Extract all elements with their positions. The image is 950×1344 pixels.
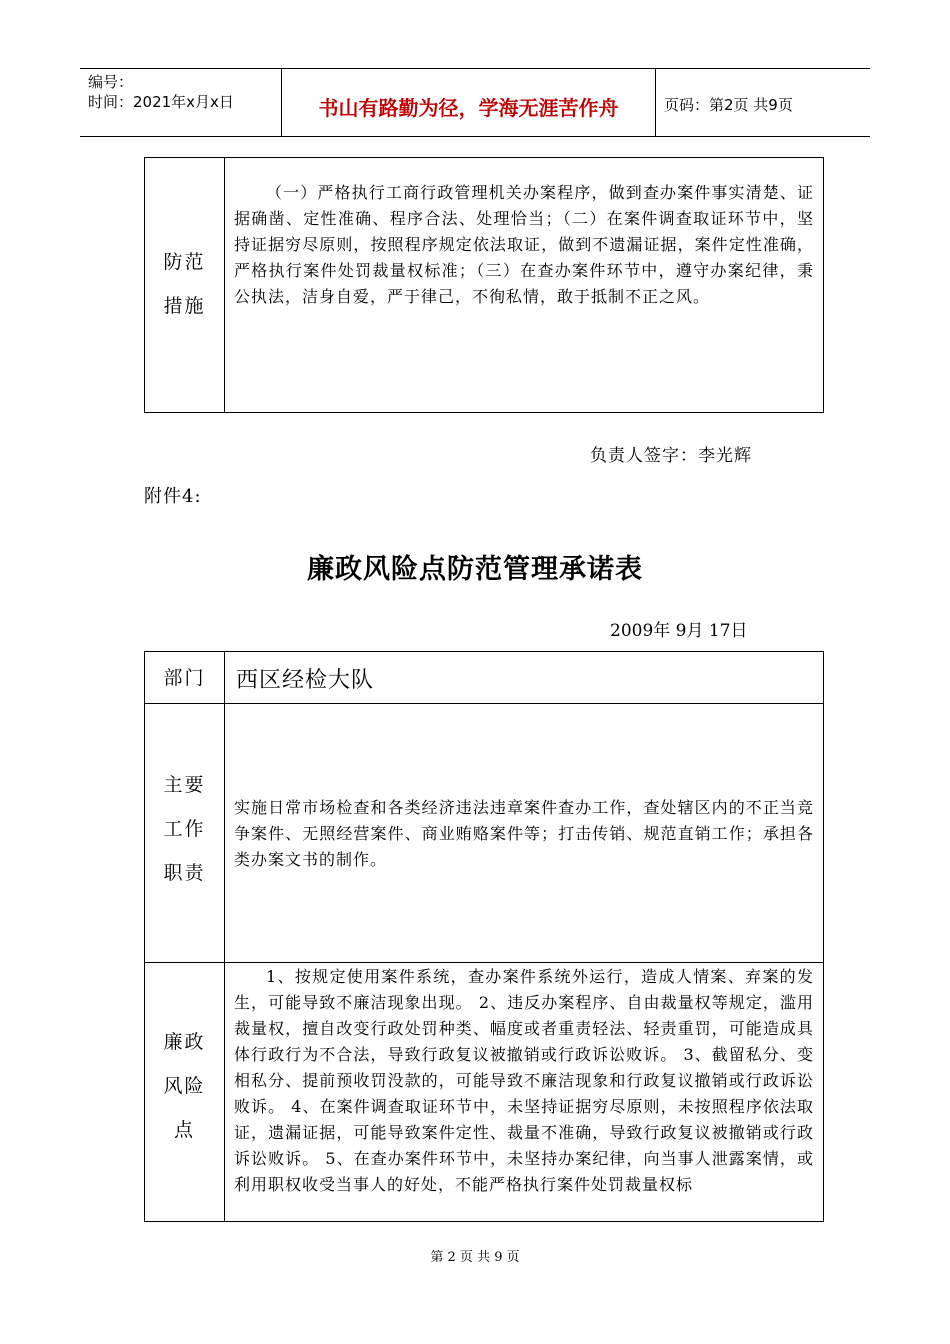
measures-label-line2: 措施 — [163, 295, 206, 317]
header-time: 时间：2021年x月x日 — [88, 93, 234, 111]
row-separator-2 — [144, 962, 824, 963]
page-footer: 第 2 页 共 9 页 — [430, 1250, 520, 1265]
header-page-number: 页码：第2页 共9页 — [664, 96, 793, 114]
table-bottom-line — [144, 1221, 824, 1222]
risk-label-line2: 风险 — [163, 1075, 206, 1097]
document-title: 廉政风险点防范管理承诺表 — [307, 554, 643, 585]
risk-content: 1、按规定使用案件系统，查办案件系统外运行，造成人情案、弃案的发生，可能导致不廉洁现象出现。 2、违反办案程序、自由裁量权等规定，滥用裁量权，擅自改变行政处罚种类、幅度或者重责轻法、轻责重罚，可能造成具体行政行为不合法，导致行政复议被撤销或行政诉讼败诉。 3、截留私分、变相私分、提前预收罚没款的，可能导致不廉洁现象和行政复议撤销或行政诉讼败诉。 4、在案件调查取证环节中，未坚持证据穷尽原则，未按照程序依法取证，遗漏证据，可能导致案件定性、裁量不准确，导致行政复议被撤销或行政诉讼败诉。 5、在查办案件环节中，未坚持办案纪律，向当事人泄露案情，或利用职权收受当事人的好处，不能严格执行案件处罚裁量权标 — [234, 967, 814, 1194]
header-number: 编号： — [88, 73, 134, 91]
measures-label-line1: 防范 — [163, 251, 206, 273]
signature: 负责人签字：李光辉 — [590, 446, 752, 466]
attachment-label: 附件4: — [144, 486, 202, 507]
duty-label-line3: 职责 — [163, 862, 206, 884]
header-divider-2 — [655, 68, 656, 136]
duty-label — [145, 763, 224, 895]
commitment-table-divider — [224, 651, 225, 1222]
row-separator-1 — [144, 703, 824, 704]
dept-label: 部门 — [163, 667, 206, 689]
risk-label-line3: 点 — [173, 1119, 195, 1141]
dept-value: 西区经检大队 — [236, 668, 375, 693]
duty-content: 实施日常市场检查和各类经济违法违章案件查办工作，查处辖区内的不正当竞争案件、无照经营案件、商业贿赂案件等；打击传销、规范直销工作；承担各类办案文书的制作。 — [234, 798, 814, 869]
risk-label-line1: 廉政 — [163, 1031, 206, 1053]
header-motto: 书山有路勤为径，学海无涯苦作舟 — [318, 96, 619, 120]
risk-label — [145, 1020, 224, 1152]
measures-content: （一）严格执行工商行政管理机关办案程序，做到查办案件事实清楚、证据确凿、定性准确、程序合法、处理恰当；（二）在案件调查取证环节中，坚持证据穷尽原则，按照程序规定依法取证，做到不遗漏证据，案件定性准确，严格执行案件处罚裁量权标准；（三）在查办案件环节中，遵守办案纪律，秉公执法，洁身自爱，严于律己，不徇私情，敢于抵制不正之风。 — [234, 183, 814, 306]
duty-label-line2: 工作 — [163, 818, 206, 840]
duty-label-line1: 主要 — [163, 774, 206, 796]
measures-label — [145, 240, 224, 328]
document-date: 2009年 9月 17日 — [610, 621, 748, 641]
measures-table-divider — [224, 157, 225, 413]
